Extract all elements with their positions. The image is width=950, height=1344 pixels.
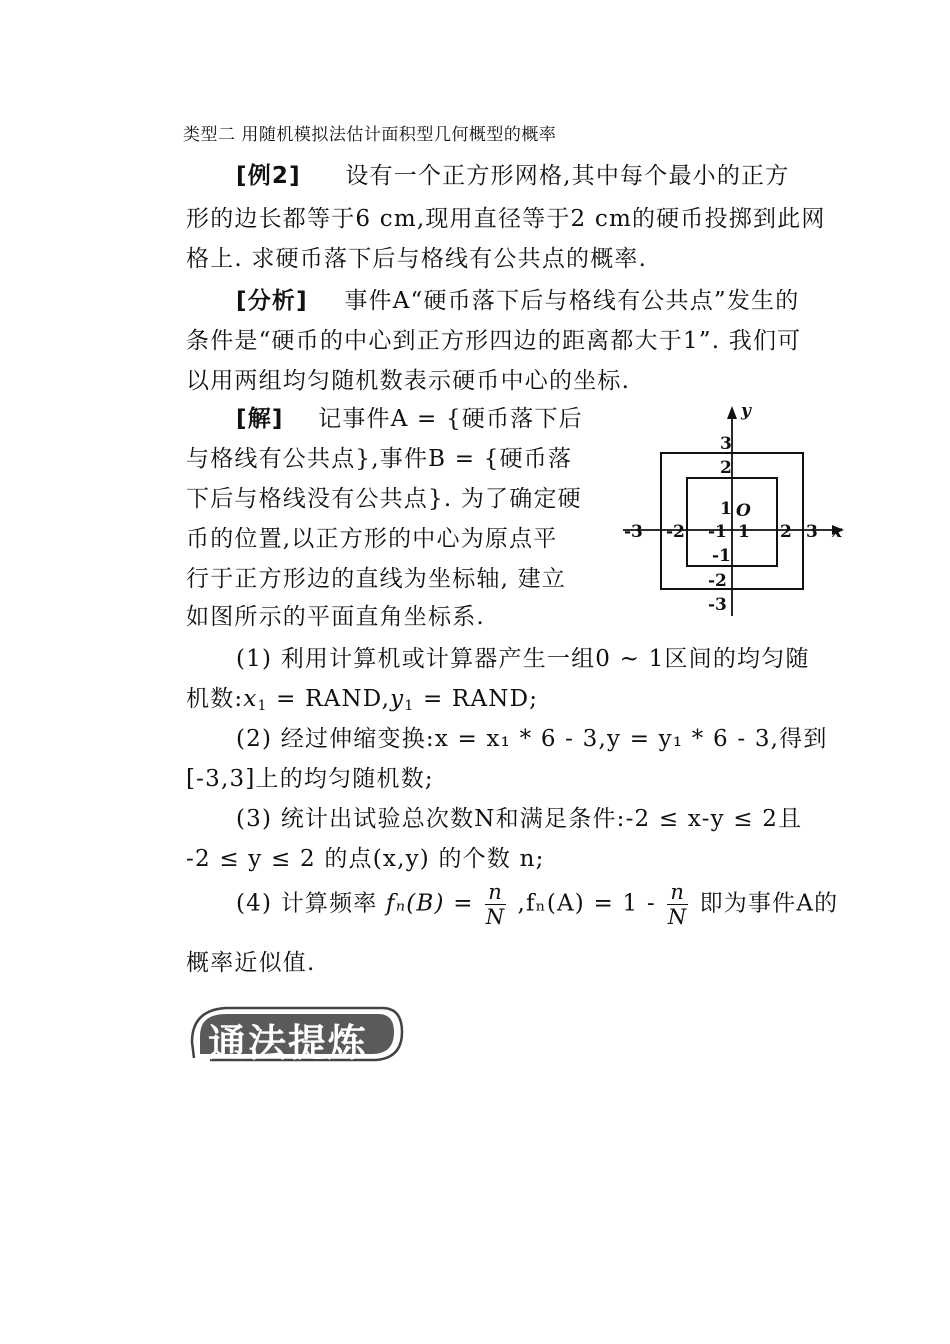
coordinate-figure (620, 398, 850, 624)
example-text-1: 设有一个正方形网格,其中每个最小的正方 (345, 163, 790, 189)
solution-tag: [解] (236, 406, 284, 432)
step-1-line-2 (186, 680, 538, 714)
solution-line-4: 币的位置,以正方形的中心为原点平 (186, 526, 558, 552)
section-header: 类型二 用随机模拟法估计面积型几何概型的概率 (183, 125, 557, 145)
analysis-line-3: 以用两组均匀随机数表示硬币中心的坐标. (186, 368, 631, 394)
badge-title: 通法提炼 (208, 1021, 369, 1065)
step-3-line-1: (3) 统计出试验总次数N和满足条件:-2 ≤ x-y ≤ 2且 (236, 806, 803, 832)
example-line-2: 形的边长都等于6 cm,现用直径等于2 cm的硬币投掷到此网 (186, 206, 826, 232)
step-4-line-1 (236, 880, 838, 929)
solution-line-3: 下后与格线没有公共点}. 为了确定硬 (186, 486, 582, 512)
example-tag: [例2] (236, 163, 301, 189)
x-tick-3: 3 (806, 522, 818, 542)
step-1-x-sub: 1 (257, 698, 268, 714)
y-axis-label: y (741, 401, 751, 421)
step-4-post: 即为事件A的 (699, 890, 839, 917)
fraction-1-denominator: N (485, 905, 506, 929)
y-tick-1: 1 (720, 499, 732, 519)
example-line-1 (236, 157, 789, 190)
fraction-n-over-N-2 (667, 880, 688, 929)
x-tick-neg1: -1 (708, 522, 727, 542)
y-tick-neg2: -2 (708, 571, 727, 591)
fraction-2-numerator: n (667, 880, 688, 905)
solution-line-2: 与格线有公共点},事件B = {硬币落 (186, 446, 573, 472)
fraction-1-numerator: n (485, 880, 506, 905)
x-tick-2: 2 (780, 522, 792, 542)
origin-label: O (736, 501, 751, 521)
step-1-prefix: 机数: (186, 686, 244, 712)
analysis-tag: [分析] (236, 288, 308, 314)
example-line-3: 格上. 求硬币落下后与格线有公共点的概率. (186, 246, 648, 272)
step-3-line-2: -2 ≤ y ≤ 2 的点(x,y) 的个数 n; (186, 846, 545, 872)
x-tick-neg3: -3 (624, 522, 643, 542)
step-1-post: = RAND; (414, 686, 539, 712)
y-tick-2: 2 (720, 458, 732, 478)
solution-text-1: 记事件A = {硬币落下后 (318, 406, 583, 432)
fraction-2-denominator: N (667, 905, 688, 929)
step-4-prefix: (4) 计算频率 (236, 890, 378, 917)
y-tick-neg1: -1 (712, 546, 731, 566)
x-axis-label: x (832, 522, 843, 542)
solution-line-1 (236, 400, 583, 433)
step-1-x: x (243, 686, 258, 712)
step-4-fB: fₙ(B) = (386, 890, 474, 917)
step-2-line-1: (2) 经过伸缩变换:x = x₁ * 6 - 3,y = y₁ * 6 - 3,得到 (236, 726, 828, 752)
y-axis-arrow-icon (727, 406, 737, 419)
step-1-mid: = RAND, (267, 686, 391, 712)
analysis-line-2: 条件是“硬币的中心到正方形四边的距离都大于1”. 我们可 (186, 328, 802, 354)
y-tick-neg3: -3 (708, 595, 727, 615)
step-1-line-1: (1) 利用计算机或计算器产生一组0 ~ 1区间的均匀随 (236, 646, 810, 672)
step-1-y: y (390, 686, 405, 712)
solution-line-6: 如图所示的平面直角坐标系. (186, 604, 485, 630)
analysis-line-1 (236, 282, 799, 315)
step-2-line-2: [-3,3]上的均匀随机数; (186, 766, 434, 792)
solution-line-5: 行于正方形边的直线为坐标轴, 建立 (186, 566, 567, 592)
x-tick-1: 1 (738, 522, 750, 542)
x-tick-neg2: -2 (666, 522, 685, 542)
y-tick-3: 3 (720, 434, 732, 454)
analysis-text-1: 事件A“硬币落下后与格线有公共点”发生的 (344, 288, 800, 314)
step-4-line-2: 概率近似值. (186, 950, 316, 976)
fraction-n-over-N-1 (485, 880, 506, 929)
step-1-y-sub: 1 (404, 698, 415, 714)
step-4-mid: ,fₙ(A) = 1 - (517, 890, 656, 917)
